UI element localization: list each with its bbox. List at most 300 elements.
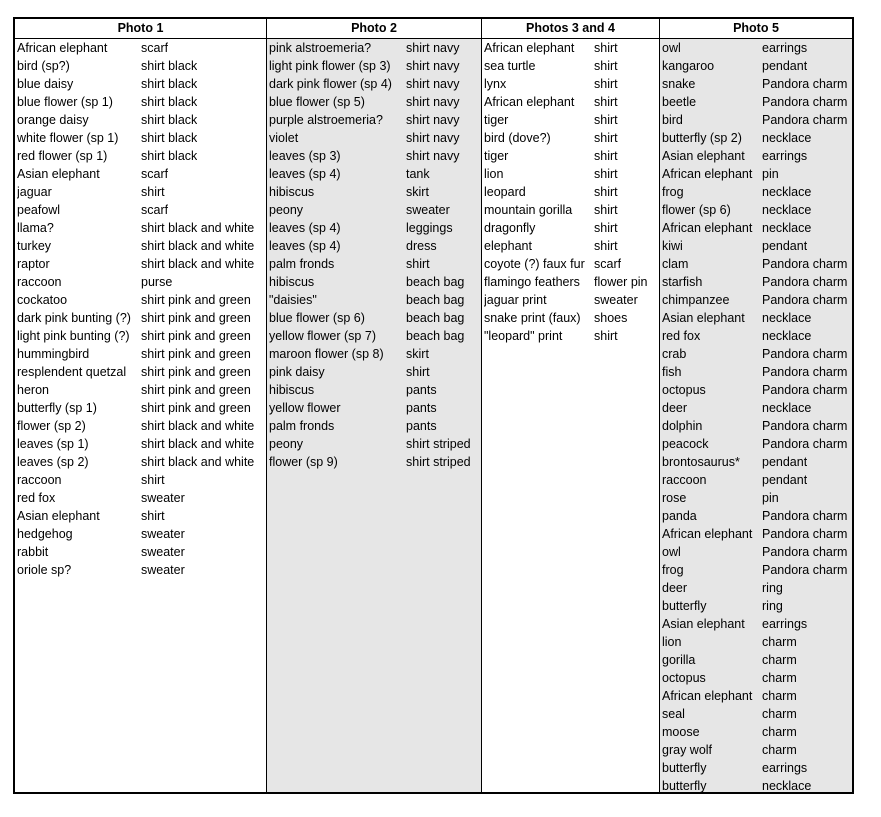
item-type: shirt black: [141, 149, 198, 163]
table-row: [482, 75, 659, 93]
item-type: shirt navy: [406, 77, 460, 91]
item-type: skirt: [406, 347, 429, 361]
item-type: shirt: [594, 95, 618, 109]
table-row: [15, 183, 266, 201]
table-row: [482, 39, 659, 57]
item-type: charm: [762, 653, 797, 667]
table-row: [660, 39, 852, 57]
item-type: necklace: [762, 221, 812, 235]
item-name: leaves (sp 4): [269, 221, 341, 235]
item-type: shirt striped: [406, 437, 471, 451]
section-photo-2: [266, 19, 481, 792]
table-row: [267, 345, 481, 363]
table-row: [15, 507, 266, 525]
item-name: flower (sp 9): [269, 455, 338, 469]
item-type: scarf: [141, 41, 169, 55]
item-type: Pandora charm: [762, 347, 848, 361]
item-type: shirt: [141, 473, 165, 487]
table-row: [267, 453, 481, 471]
item-type: shirt pink and green: [141, 383, 251, 397]
item-name: pink daisy: [269, 365, 325, 379]
item-name: mountain gorilla: [484, 203, 573, 217]
item-type: sweater: [141, 545, 185, 559]
item-name: clam: [662, 257, 689, 271]
item-type: shirt pink and green: [141, 365, 251, 379]
item-type: sweater: [141, 527, 185, 541]
item-name: tiger: [484, 149, 509, 163]
table-row: [482, 147, 659, 165]
table-row: [15, 273, 266, 291]
table-row: [660, 237, 852, 255]
item-name: beetle: [662, 95, 697, 109]
item-name: Asian elephant: [662, 149, 745, 163]
table-row: [660, 111, 852, 129]
table-row: [15, 165, 266, 183]
item-type: earrings: [762, 41, 808, 55]
item-name: starfish: [662, 275, 703, 289]
item-name: llama?: [17, 221, 54, 235]
item-name: peacock: [662, 437, 709, 451]
table-row: [15, 255, 266, 273]
item-name: peafowl: [17, 203, 61, 217]
item-type: Pandora charm: [762, 275, 848, 289]
item-name: hibiscus: [269, 275, 315, 289]
item-name: leaves (sp 3): [269, 149, 341, 163]
table-row: [660, 687, 852, 705]
item-name: deer: [662, 581, 688, 595]
item-name: dark pink bunting (?): [17, 311, 131, 325]
table-row: [15, 525, 266, 543]
table-row: [15, 561, 266, 579]
table-row: [267, 111, 481, 129]
item-type: pants: [406, 401, 437, 415]
table-row: [482, 93, 659, 111]
table-row: [660, 705, 852, 723]
item-name: snake print (faux): [484, 311, 581, 325]
item-type: skirt: [406, 185, 429, 199]
section-rows: [267, 39, 481, 471]
item-name: chimpanzee: [662, 293, 730, 307]
item-name: rose: [662, 491, 687, 505]
item-type: flower pin: [594, 275, 648, 289]
item-name: African elephant: [662, 689, 753, 703]
item-type: charm: [762, 689, 797, 703]
item-name: light pink bunting (?): [17, 329, 130, 343]
item-name: violet: [269, 131, 299, 145]
item-type: necklace: [762, 329, 812, 343]
table-row: [660, 561, 852, 579]
table-row: [15, 219, 266, 237]
table-row: [660, 669, 852, 687]
item-type: sweater: [406, 203, 450, 217]
item-name: purple alstroemeria?: [269, 113, 383, 127]
item-name: butterfly (sp 2): [662, 131, 742, 145]
table-row: [482, 201, 659, 219]
item-type: shirt navy: [406, 41, 460, 55]
item-type: Pandora charm: [762, 419, 848, 433]
table-row: [15, 327, 266, 345]
table-row: [660, 219, 852, 237]
item-name: Asian elephant: [662, 311, 745, 325]
item-name: hummingbird: [17, 347, 90, 361]
item-type: shirt pink and green: [141, 401, 251, 415]
item-type: pants: [406, 419, 437, 433]
item-name: Asian elephant: [662, 617, 745, 631]
table-row: [482, 291, 659, 309]
table-row: [482, 129, 659, 147]
item-name: African elephant: [662, 221, 753, 235]
table-row: [267, 363, 481, 381]
table-row: [482, 237, 659, 255]
section-photos-3-and-4: [481, 19, 659, 792]
item-name: African elephant: [484, 95, 575, 109]
table-row: [267, 273, 481, 291]
item-name: elephant: [484, 239, 532, 253]
section-header: Photo 1: [15, 19, 266, 39]
item-type: earrings: [762, 617, 808, 631]
item-name: peony: [269, 203, 304, 217]
table-row: [267, 381, 481, 399]
item-type: shirt: [594, 77, 618, 91]
item-type: shirt black: [141, 113, 198, 127]
table-row: [660, 489, 852, 507]
item-name: African elephant: [17, 41, 108, 55]
item-name: bird (sp?): [17, 59, 70, 73]
item-name: sea turtle: [484, 59, 536, 73]
item-name: red flower (sp 1): [17, 149, 108, 163]
item-name: hibiscus: [269, 383, 315, 397]
item-type: Pandora charm: [762, 383, 848, 397]
table-row: [660, 435, 852, 453]
item-name: leaves (sp 4): [269, 167, 341, 181]
item-type: necklace: [762, 203, 812, 217]
table-row: [15, 111, 266, 129]
table-row: [660, 147, 852, 165]
item-type: necklace: [762, 401, 812, 415]
item-type: scarf: [141, 203, 169, 217]
item-name: lynx: [484, 77, 507, 91]
table-row: [267, 219, 481, 237]
item-type: shirt navy: [406, 131, 460, 145]
table-row: [267, 165, 481, 183]
table-row: [15, 543, 266, 561]
item-name: Asian elephant: [17, 167, 100, 181]
item-name: raccoon: [17, 275, 62, 289]
item-type: dress: [406, 239, 437, 253]
table-row: [660, 399, 852, 417]
table-row: [660, 723, 852, 741]
table-row: [660, 165, 852, 183]
item-name: kiwi: [662, 239, 683, 253]
section-photo-5: [659, 19, 852, 792]
section-rows: [482, 39, 659, 345]
table-row: [15, 399, 266, 417]
item-name: butterfly: [662, 761, 707, 775]
table-row: [660, 651, 852, 669]
item-name: heron: [17, 383, 49, 397]
item-name: lion: [662, 635, 682, 649]
table-row: [660, 93, 852, 111]
section-rows: [660, 39, 852, 795]
table-row: [267, 129, 481, 147]
item-type: beach bag: [406, 311, 465, 325]
table-row: [15, 93, 266, 111]
table-row: [267, 255, 481, 273]
item-type: pin: [762, 491, 779, 505]
item-type: Pandora charm: [762, 95, 848, 109]
item-type: earrings: [762, 761, 808, 775]
item-name: peony: [269, 437, 304, 451]
item-type: tank: [406, 167, 430, 181]
item-name: snake: [662, 77, 696, 91]
item-name: African elephant: [484, 41, 575, 55]
item-name: bird: [662, 113, 683, 127]
item-type: shirt: [594, 59, 618, 73]
table-row: [267, 147, 481, 165]
spreadsheet-table: [13, 17, 854, 794]
item-name: octopus: [662, 671, 706, 685]
item-name: lion: [484, 167, 504, 181]
item-name: flamingo feathers: [484, 275, 580, 289]
item-type: pendant: [762, 473, 808, 487]
item-name: flower (sp 2): [17, 419, 86, 433]
item-name: orange daisy: [17, 113, 89, 127]
item-type: sweater: [594, 293, 638, 307]
table-row: [660, 759, 852, 777]
item-name: panda: [662, 509, 697, 523]
item-name: blue flower (sp 5): [269, 95, 365, 109]
item-type: shirt: [594, 167, 618, 181]
item-name: leaves (sp 2): [17, 455, 89, 469]
item-type: beach bag: [406, 329, 465, 343]
table-row: [660, 345, 852, 363]
item-name: red fox: [662, 329, 701, 343]
item-name: fish: [662, 365, 682, 379]
table-row: [15, 489, 266, 507]
item-type: charm: [762, 635, 797, 649]
table-row: [267, 291, 481, 309]
item-type: shirt black: [141, 59, 198, 73]
item-name: palm fronds: [269, 419, 335, 433]
item-name: maroon flower (sp 8): [269, 347, 384, 361]
item-name: butterfly: [662, 779, 707, 793]
item-name: resplendent quetzal: [17, 365, 127, 379]
item-name: hedgehog: [17, 527, 73, 541]
section-photo-1: [15, 19, 266, 792]
item-name: seal: [662, 707, 685, 721]
item-type: Pandora charm: [762, 365, 848, 379]
item-name: owl: [662, 545, 681, 559]
item-type: shirt navy: [406, 59, 460, 73]
item-name: octopus: [662, 383, 706, 397]
item-type: purse: [141, 275, 173, 289]
item-name: blue flower (sp 6): [269, 311, 365, 325]
item-name: rabbit: [17, 545, 49, 559]
item-name: gorilla: [662, 653, 696, 667]
item-type: shirt navy: [406, 95, 460, 109]
item-type: shirt black and white: [141, 257, 255, 271]
item-name: white flower (sp 1): [17, 131, 119, 145]
item-type: shirt: [594, 329, 618, 343]
table-row: [660, 597, 852, 615]
table-row: [660, 129, 852, 147]
table-row: [267, 183, 481, 201]
table-row: [482, 183, 659, 201]
table-row: [660, 255, 852, 273]
item-type: shirt: [406, 257, 430, 271]
item-name: "leopard" print: [484, 329, 563, 343]
item-name: raccoon: [17, 473, 62, 487]
item-name: cockatoo: [17, 293, 68, 307]
item-type: scarf: [141, 167, 169, 181]
item-type: Pandora charm: [762, 293, 848, 307]
table-row: [660, 75, 852, 93]
table-row: [15, 309, 266, 327]
item-type: necklace: [762, 779, 812, 793]
item-type: shirt black and white: [141, 239, 255, 253]
item-name: butterfly (sp 1): [17, 401, 97, 415]
item-type: Pandora charm: [762, 545, 848, 559]
item-type: shirt striped: [406, 455, 471, 469]
table-row: [660, 453, 852, 471]
table-row: [15, 201, 266, 219]
table-row: [660, 291, 852, 309]
item-type: shirt black: [141, 95, 198, 109]
table-row: [660, 507, 852, 525]
item-name: leaves (sp 1): [17, 437, 89, 451]
table-row: [660, 327, 852, 345]
table-row: [660, 417, 852, 435]
section-header: Photos 3 and 4: [482, 19, 659, 39]
item-name: jaguar: [17, 185, 52, 199]
table-row: [15, 471, 266, 489]
table-row: [15, 75, 266, 93]
item-type: shirt pink and green: [141, 329, 251, 343]
section-rows: [15, 39, 266, 579]
item-type: pendant: [762, 455, 808, 469]
table-row: [267, 399, 481, 417]
section-header: Photo 2: [267, 19, 481, 39]
item-type: sweater: [141, 563, 185, 577]
item-name: pink alstroemeria?: [269, 41, 372, 55]
item-type: scarf: [594, 257, 622, 271]
table-row: [660, 615, 852, 633]
table-row: [267, 435, 481, 453]
table-row: [660, 525, 852, 543]
table-row: [660, 309, 852, 327]
item-type: pants: [406, 383, 437, 397]
table-row: [660, 633, 852, 651]
item-name: raptor: [17, 257, 50, 271]
item-type: leggings: [406, 221, 453, 235]
item-name: yellow flower (sp 7): [269, 329, 376, 343]
table-row: [482, 111, 659, 129]
item-type: pin: [762, 167, 779, 181]
item-name: Asian elephant: [17, 509, 100, 523]
table-row: [267, 237, 481, 255]
item-name: yellow flower: [269, 401, 341, 415]
table-row: [482, 255, 659, 273]
item-type: Pandora charm: [762, 509, 848, 523]
item-type: shirt: [594, 239, 618, 253]
item-type: charm: [762, 707, 797, 721]
table-row: [660, 273, 852, 291]
table-row: [660, 579, 852, 597]
item-type: shirt pink and green: [141, 311, 251, 325]
item-type: necklace: [762, 185, 812, 199]
table-row: [15, 147, 266, 165]
item-type: shirt pink and green: [141, 347, 251, 361]
item-name: hibiscus: [269, 185, 315, 199]
item-type: shirt black and white: [141, 437, 255, 451]
table-row: [15, 417, 266, 435]
item-name: red fox: [17, 491, 56, 505]
table-row: [660, 57, 852, 75]
table-row: [267, 75, 481, 93]
table-row: [15, 57, 266, 75]
item-type: ring: [762, 581, 783, 595]
item-type: sweater: [141, 491, 185, 505]
item-name: bird (dove?): [484, 131, 551, 145]
item-name: "daisies": [269, 293, 317, 307]
item-name: raccoon: [662, 473, 707, 487]
table-row: [482, 219, 659, 237]
item-type: shirt: [594, 149, 618, 163]
item-name: jaguar print: [484, 293, 547, 307]
item-name: light pink flower (sp 3): [269, 59, 391, 73]
item-name: dark pink flower (sp 4): [269, 77, 392, 91]
item-type: charm: [762, 743, 797, 757]
item-type: shirt: [406, 365, 430, 379]
item-type: shirt black and white: [141, 455, 255, 469]
item-type: shoes: [594, 311, 628, 325]
item-type: charm: [762, 725, 797, 739]
item-type: earrings: [762, 149, 808, 163]
item-name: owl: [662, 41, 681, 55]
item-type: shirt: [594, 41, 618, 55]
item-name: kangaroo: [662, 59, 715, 73]
table-row: [660, 381, 852, 399]
item-type: necklace: [762, 131, 812, 145]
item-type: shirt: [594, 113, 618, 127]
item-name: butterfly: [662, 599, 707, 613]
item-type: shirt: [594, 185, 618, 199]
table-row: [15, 291, 266, 309]
item-type: shirt: [594, 203, 618, 217]
item-type: Pandora charm: [762, 113, 848, 127]
item-name: oriole sp?: [17, 563, 72, 577]
table-row: [482, 165, 659, 183]
table-row: [15, 39, 266, 57]
item-name: frog: [662, 563, 684, 577]
item-type: Pandora charm: [762, 563, 848, 577]
table-row: [15, 381, 266, 399]
table-row: [267, 309, 481, 327]
item-name: frog: [662, 185, 684, 199]
item-type: shirt black and white: [141, 419, 255, 433]
table-row: [15, 453, 266, 471]
table-row: [660, 741, 852, 759]
item-type: shirt: [594, 221, 618, 235]
section-header: Photo 5: [660, 19, 852, 39]
table-row: [482, 309, 659, 327]
table-row: [267, 57, 481, 75]
item-type: shirt black: [141, 131, 198, 145]
item-name: blue flower (sp 1): [17, 95, 113, 109]
item-name: blue daisy: [17, 77, 74, 91]
table-row: [482, 57, 659, 75]
item-type: pendant: [762, 59, 808, 73]
